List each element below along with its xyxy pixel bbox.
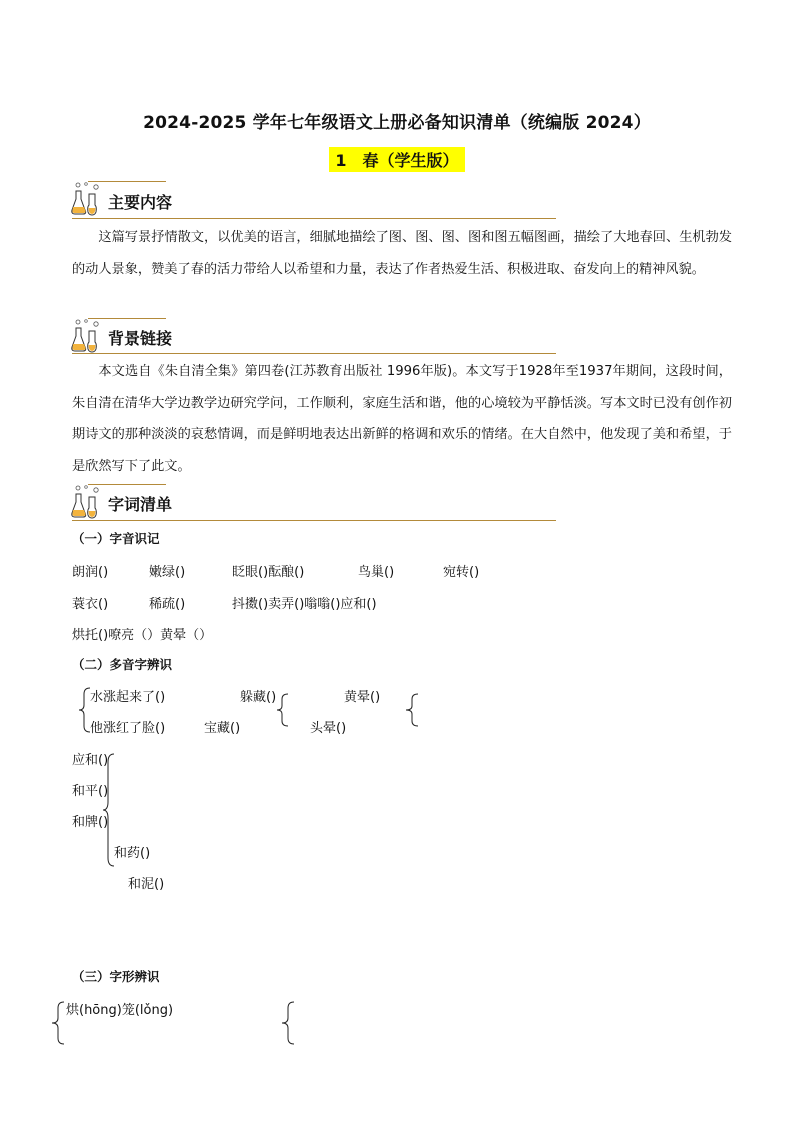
vocab-item: 宛转() <box>443 565 480 580</box>
background-text: 本文选自《朱自清全集》第四卷(江苏教育出版社 1996年版)。本文写于1928年至1937年期间，这段时间，朱自清在清华大学边教学边研究学问，工作顺利，家庭生活和谐，他的心境较为平静恬淡。写本文时已没有创作初期诗文的那种淡淡的哀愁情调，而是鲜明地表达出新鲜的格调和欢乐的情绪。在大自然中，他发现了美和希望，于是欣然写下了此文。 <box>72 364 732 474</box>
glyph-item: 烘(hōng)笼(lǒng) <box>66 1003 174 1018</box>
vocab-item: 眨眼()酝酿() <box>232 565 305 580</box>
vocab-item: 朗润() <box>72 565 109 580</box>
page-title: 2024-2025 学年七年级语文上册必备知识清单（统编版 2024） <box>143 113 651 133</box>
main-content-paragraph <box>72 222 732 285</box>
brace-icon <box>404 692 420 728</box>
polyphonic-item: 和药() <box>114 846 151 861</box>
subheading-polyphonic: （二）多音字辨识 <box>72 657 173 672</box>
polyphonic-item: 和平() <box>72 784 109 799</box>
main-content-text: 这篇写景抒情散文，以优美的语言，细腻地描绘了图、图、图、图和图五幅图画，描绘了大地春回、生机勃发的动人景象，赞美了春的活力带给人以希望和力量，表达了作者热爱生活、积极进取、奋发向上的精神风貌。 <box>72 230 732 277</box>
brace-icon <box>280 1000 296 1046</box>
section-rule <box>72 353 556 354</box>
vocab-item: 抖擞()卖弄()嗡嗡()应和() <box>232 597 377 612</box>
subheading-glyph: （三）字形辨识 <box>72 969 160 984</box>
section-title-vocab: 字词清单 <box>108 495 173 514</box>
subheading-pronunciation: （一）字音识记 <box>72 531 160 546</box>
polyphonic-item: 和牌() <box>72 815 109 830</box>
polyphonic-item: 水涨起来了() <box>90 690 166 705</box>
polyphonic-item: 宝藏() <box>204 721 241 736</box>
section-top-rule <box>88 181 166 182</box>
polyphonic-item: 应和() <box>72 753 109 768</box>
flask-icon <box>70 181 100 217</box>
polyphonic-item: 他涨红了脸() <box>90 721 166 736</box>
section-rule <box>72 520 556 521</box>
vocab-item: 蓑衣() <box>72 597 109 612</box>
vocab-item: 嫩绿() <box>149 565 186 580</box>
section-top-rule <box>88 318 166 319</box>
section-title-main-content: 主要内容 <box>108 193 173 212</box>
section-rule <box>72 218 556 219</box>
section-title-background: 背景链接 <box>108 329 173 348</box>
lesson-subtitle: 1 春（学生版） <box>329 147 464 172</box>
polyphonic-item: 躲藏() <box>240 690 277 705</box>
vocab-item: 稀疏() <box>149 597 186 612</box>
background-paragraph <box>72 356 732 482</box>
vocab-item: 烘托()嘹亮（）黄晕（） <box>72 628 213 643</box>
section-top-rule <box>88 484 166 485</box>
flask-icon <box>70 318 100 354</box>
vocab-item: 鸟巢() <box>358 565 395 580</box>
subtitle-wrap <box>0 147 794 172</box>
polyphonic-item: 和泥() <box>128 877 165 892</box>
brace-icon <box>276 692 290 728</box>
brace-icon <box>50 1000 66 1046</box>
polyphonic-item: 头晕() <box>310 721 347 736</box>
polyphonic-item: 黄晕() <box>344 690 381 705</box>
flask-icon <box>70 484 100 520</box>
